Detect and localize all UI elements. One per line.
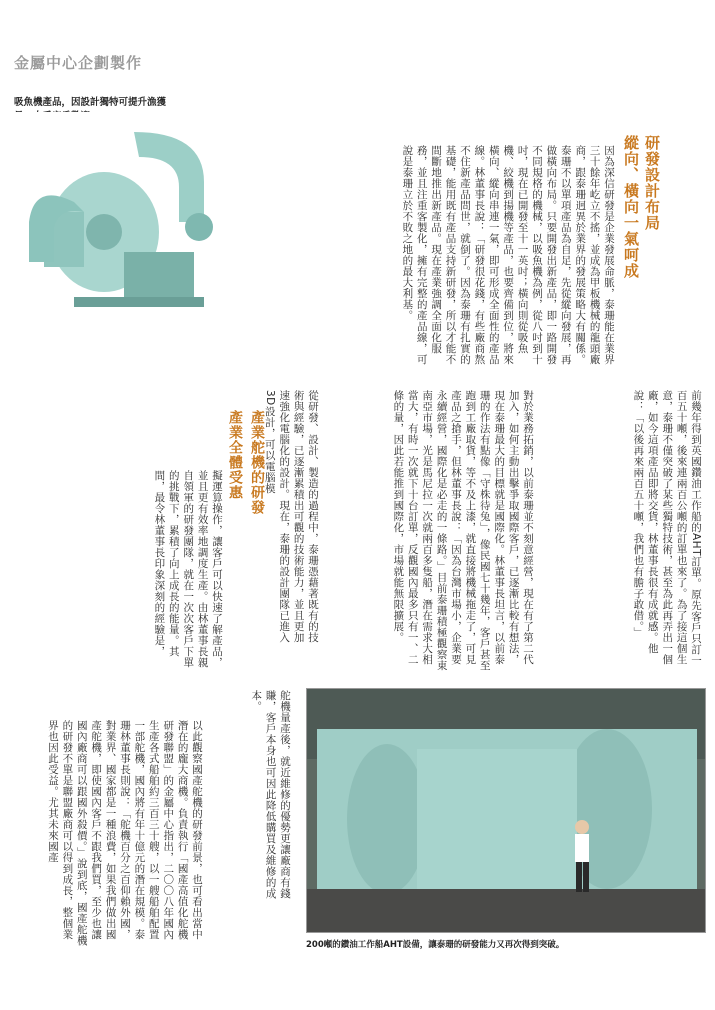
section1-paragraph-1: 因為深信研發是企業發展命脈，泰珊能在業界三十餘年屹立不搖，並成為甲板機械的龍頭廠商，跟泰珊迥異於業界的發展策略大有關係。泰珊不以單項產品為自足，先從縱向發展，再做橫向布局。只要開發出新產品，即一路開發不同規格的機械，以吸魚機為例，從八吋到十吋，現在已開發至十一英吋；橫向則從吸魚機、絞機到揚機等產品，也要齊備到位，將來橫向、縱向串連一氣，即可形成全面性的產品線。林董事長說：「研發很花錢，有些廠商熬不住新產品問世，就倒了。因為泰珊有扎實的基礎，能用既有產品支持新研發，所以才能不間斷地推出新產品。現在產業強調全面化服務，並且注重客製化，擁有完整的產品線，可說是泰珊立於不敗之地的最大利基。 [401, 145, 615, 365]
section2-title-line2: 產業全體受惠 [227, 410, 243, 500]
section1-paragraph-2: 從研發、設計、製造的過程中，泰珊憑藉著既有的技術與經驗，已逐漸累積出可觀的技術能力，並且更加速強化電腦化的設計。現在，泰珊的設計團隊已進入3D設計，可以電腦模 [263, 390, 319, 643]
section2-paragraph-2: 舵機量產後，就近維修的優勢更讓廠商有錢賺，客戶本身也可因此降低購買及維修的成本。 [250, 690, 291, 899]
section1-paragraph-2b: 擬運算操作，讓客戶可以快速了解產品，並且更有效率地調度生產。由林董事長親自領軍的研發團隊，就在一次次客戶下單的挑戰下，累積了向上成長的能量。其間，最令林董事長印象深刻的經驗是， [153, 470, 223, 668]
section1-title-line1: 研發設計布局 [643, 135, 661, 231]
winch-caption: 200噸的鑽油工作船AHT設備，讓泰珊的研發能力又再次得到突破。 [306, 940, 565, 950]
section1-paragraph-4: 對於業務拓銷，以前泰珊並不刻意經營，現在有了第二代加入，如何主動出擊爭取國際客戶，已逐漸比較有想法，現在泰珊最大的目標就是國際化。林董事長坦言，以前泰珊的作法有點像「守株待兔」，像民國七十幾年，客戶甚至跑到工廠取貨，等不及上漆，就直接將機械拖走了，可見產品之搶手，但林董事長說：「因為台灣市場小，企業要永續經營，國際化是必走的一條路。」目前泰珊積極觀察東南亞市場，光是馬尼拉一次就兩百多隻船，潛在需求大相當大，有時一次就下十台訂單，反觀國內最多只有一、二條的量，因此若能推到國際化，市場就能無限擴展。 [392, 390, 534, 671]
page-header: 金屬中心企劃製作 [14, 54, 143, 72]
winch-photo [306, 688, 706, 933]
section1-title-line2: 縱向、橫向一氣呵成 [622, 135, 640, 279]
pump-caption: 吸魚機產品，因設計獨特可提升漁獲 [14, 97, 167, 108]
pump-photo [14, 112, 214, 317]
section2-paragraph-1-visible: 以此觀察國產舵機的研發前景，也可看出當中潛在的龐大商機。負責執行「國產高值化舵機研發聯盟」的金屬中心指出，二〇〇八年國內生產各式船舶約三百三十艘，以一艘船舶配置一部舵機，國內將有年十億元的潛在規模。泰珊林董事長則說：「舵機百分之百仰賴外國，對業界、國家都是一種浪費，如果我們做出國產舵機，即使國內客戶不跟我們買，至少也讓國內廠商可以跟國外殺價。」說到底，國產舵機的研發不單是聯盟廠商可以得到成長，整個業界也因此受益。尤其未來國產 [46, 720, 203, 946]
section2-title-line1: 產業舵機的研發 [249, 410, 265, 515]
section1-paragraph-3: 前幾年得到英國鑽油工作船的AHT訂單。原先客戶只訂一百五十噸，後來連兩百公噸的訂單也來了。為了接這個生意，泰珊不僅突破了某些獨特技術，甚至為此再弄出一個廠，如今這項產品即將交貨，林董事長很有成就感。他說：「以後再來兩百五十噸，我們也有膽子敢借。」 [632, 390, 702, 666]
